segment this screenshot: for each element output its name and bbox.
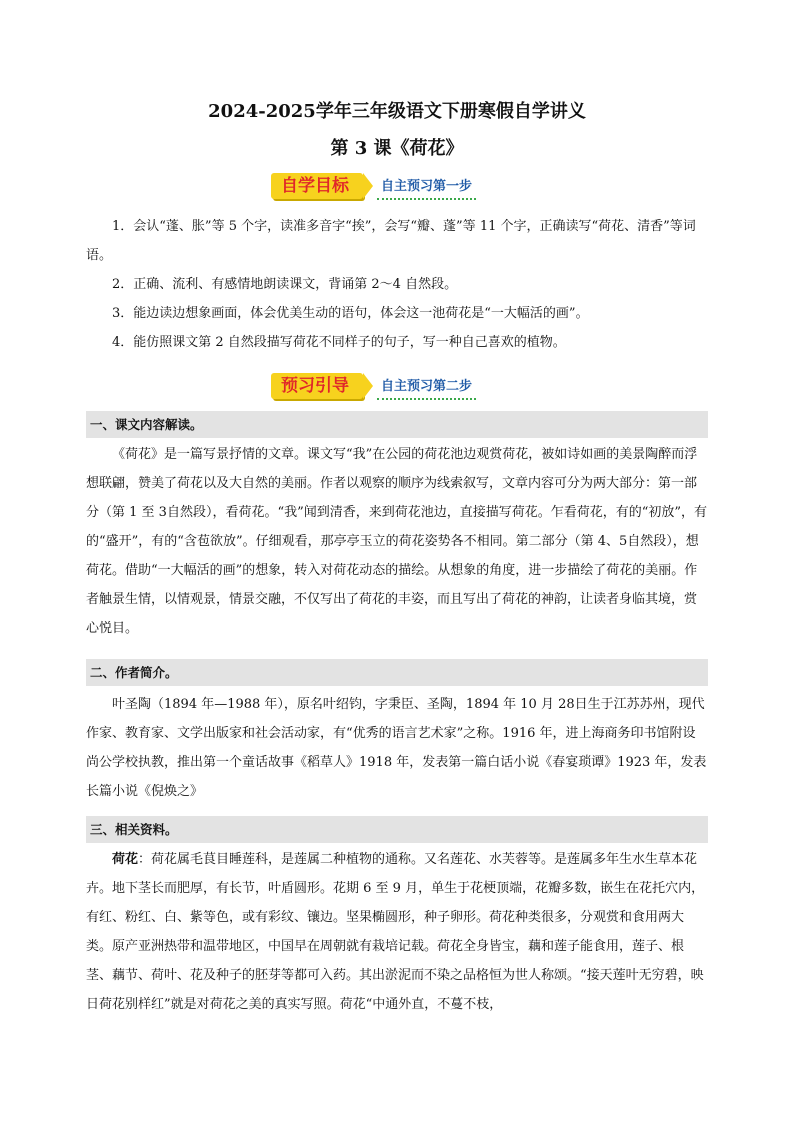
- section-heading: 三、相关资料。: [86, 816, 708, 843]
- goals-list: [86, 212, 708, 357]
- goal-item: 3．能边读边想象画面，体会优美生动的语句，体会这一池荷花是“一大幅活的画”。: [112, 306, 589, 321]
- document-title: 2024-2025学年三年级语文下册寒假自学讲义: [208, 101, 586, 122]
- banner-tag: 自学目标: [271, 173, 363, 199]
- section-body: 叶圣陶（1894 年—1988 年），原名叶绍钧，字秉臣、圣陶，1894 年 10 月 28日生于江苏苏州，现代作家、教育家、文学出版家和社会活动家，有“优秀的语言艺术家”之称。1916 年，进上海商务印书馆附设尚公学校执教，推出第一个童话故事《稻草人》1918 年，发表第一篇白话小说《春宴琐谭》1923 年，发表长篇小说《倪焕之》: [86, 697, 707, 799]
- goal-item: 4．能仿照课文第 2 自然段描写荷花不同样子的句子，写一种自己喜欢的植物。: [112, 335, 566, 350]
- banner-tag: 预习引导: [271, 373, 363, 399]
- goal-item: 2．正确、流利、有感情地朗读课文，背诵第 2～4 自然段。: [112, 277, 458, 292]
- section-heading: 一、课文内容解读。: [86, 411, 708, 438]
- goal-item: 1．会认“蓬、胀”等 5 个字，读准多音字“挨”，会写“瓣、蓬”等 11 个字，正确读写“荷花、清香”等词语。: [86, 219, 696, 263]
- preview-guide-banner: [271, 372, 472, 400]
- banner-subtitle: 自主预习第一步: [381, 175, 472, 197]
- section-body: [86, 845, 708, 1019]
- section-heading: 二、作者简介。: [86, 659, 708, 686]
- self-study-goals-banner: [271, 172, 472, 200]
- section-body: 《荷花》是一篇写景抒情的文章。课文写“我”在公园的荷花池边观赏荷花，被如诗如画的美景陶醉而浮想联翩，赞美了荷花以及大自然的美丽。作者以观察的顺序为线索叙写，文章内容可分为两大部分：第一部分（第 1 至 3自然段），看荷花。“我”闻到清香，来到荷花池边，直接描写荷花。乍看荷花，有的“初放”，有的“盛开”，有的“含苞欲放”。仔细观看，那亭亭玉立的荷花姿势各不相同。第二部分（第 4、5自然段），想荷花。借助“一大幅活的画”的想象，转入对荷花动态的描绘。从想象的角度，进一步描绘了荷花的美丽。作者触景生情，以情观景，情景交融，不仅写出了荷花的丰姿，而且写出了荷花的神韵，让读者身临其境，赏心悦目。: [86, 447, 708, 636]
- lesson-title: 第 3 课《荷花》: [330, 138, 464, 159]
- banner-subtitle: 自主预习第二步: [381, 375, 472, 397]
- term-label: 荷花: [112, 852, 139, 867]
- term-description: ：荷花属毛茛目睡莲科，是莲属二种植物的通称。又名莲花、水芙蓉等。是莲属多年生水生草本花卉。地下茎长而肥厚，有长节，叶盾圆形。花期 6 至 9 月，单生于花梗顶端，花瓣多数，嵌生在花托穴内，有红、粉红、白、紫等色，或有彩纹、镶边。坚果椭圆形，种子卵形。荷花种类很多，分观赏和食用两大类。原产亚洲热带和温带地区，中国早在周朝就有栽培记载。荷花全身皆宝，藕和莲子能食用，莲子、根茎、藕节、荷叶、花及种子的胚芽等都可入药。其出淤泥而不染之品格恒为世人称颂。“接天莲叶无穷碧，映日荷花别样红”就是对荷花之美的真实写照。荷花“中通外直，不蔓不枝，: [86, 852, 705, 1012]
